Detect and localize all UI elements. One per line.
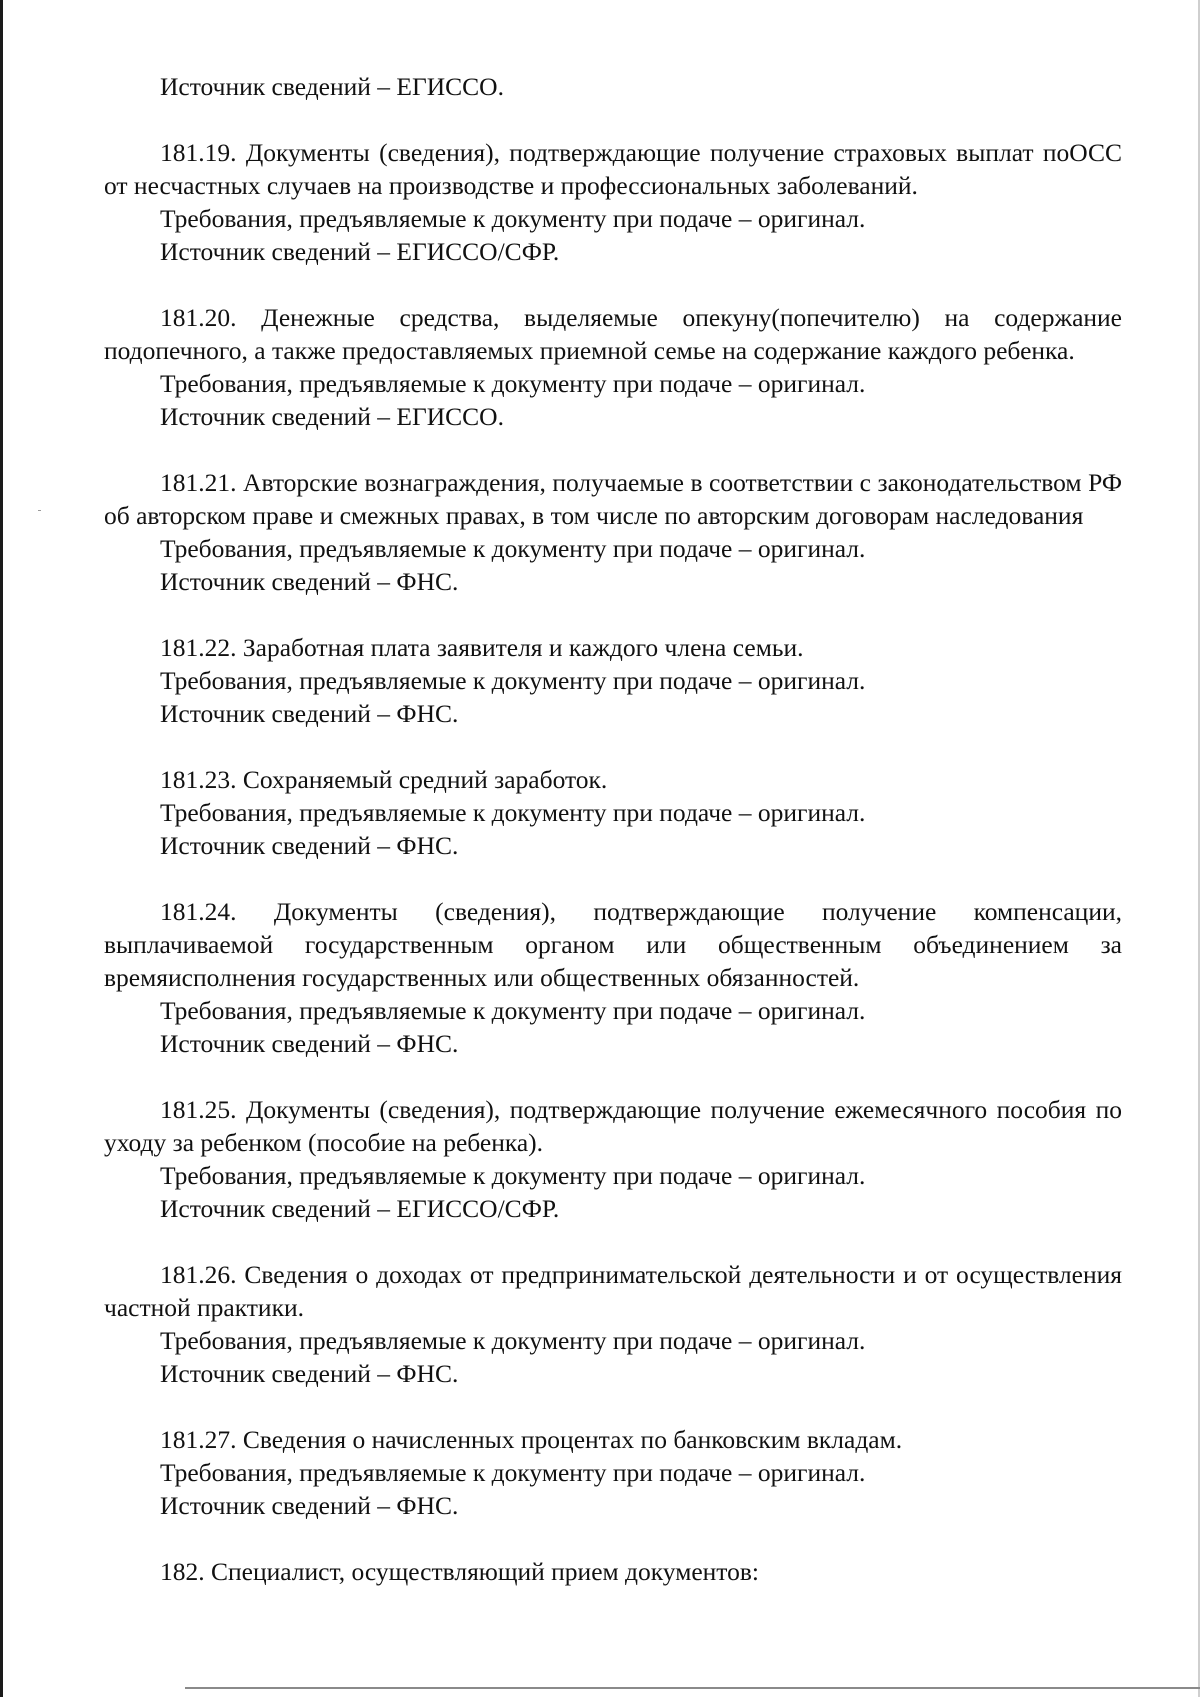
item-text: 181.20. Денежные средства, выделяемые опекуну(попечителю) на содержание подопечного, а также предоставляемых приемной семье на содержание каждого ребенка. [104, 303, 1122, 365]
requirement-line: Требования, предъявляемые к документу при подаче – оригинал. [160, 369, 866, 398]
section-181-19 [104, 136, 1122, 268]
requirement-line: Требования, предъявляемые к документу при подаче – оригинал. [160, 996, 866, 1025]
source-line: Источник сведений – ЕГИССО/СФР. [160, 1194, 560, 1223]
requirement-line: Требования, предъявляемые к документу при подаче – оригинал. [160, 534, 866, 563]
source-line: Источник сведений – ФНС. [160, 1491, 459, 1520]
requirement-line: Требования, предъявляемые к документу при подаче – оригинал. [160, 798, 866, 827]
source-line: Источник сведений – ЕГИССО. [160, 402, 504, 431]
section-181-20 [104, 301, 1122, 433]
section-181-25 [104, 1093, 1122, 1225]
source-line: Источник сведений – ФНС. [160, 1359, 459, 1388]
item-text: 181.27. Сведения о начисленных процентах по банковским вкладам. [160, 1425, 903, 1454]
item-text: 181.23. Сохраняемый средний заработок. [160, 765, 608, 794]
scan-speck [38, 510, 41, 511]
requirement-line: Требования, предъявляемые к документу при подаче – оригинал. [160, 1161, 866, 1190]
section-181-26 [104, 1258, 1122, 1390]
source-line: Источник сведений – ФНС. [160, 699, 459, 728]
section-181-21 [104, 466, 1122, 598]
requirement-line: Требования, предъявляемые к документу при подаче – оригинал. [160, 1326, 866, 1355]
item-text: 181.26. Сведения о доходах от предпринимательской деятельности и от осуществления частной практики. [104, 1260, 1122, 1322]
source-line: Источник сведений – ФНС. [160, 1029, 459, 1058]
scan-bottom-rule [185, 1687, 1200, 1689]
section-181-22 [104, 631, 1122, 730]
source-line: Источник сведений – ФНС. [160, 831, 459, 860]
source-line: Источник сведений – ФНС. [160, 567, 459, 596]
item-text: 181.24. Документы (сведения), подтверждающие получение компенсации, выплачиваемой государственным органом или общественным объединением за времяисполнения государственных или общественных обязанностей. [104, 897, 1122, 992]
item-text: 181.22. Заработная плата заявителя и каждого члена семьи. [160, 633, 804, 662]
source-line: Источник сведений – ЕГИССО/СФР. [160, 237, 560, 266]
requirement-line: Требования, предъявляемые к документу при подаче – оригинал. [160, 666, 866, 695]
intro-source-line: Источник сведений – ЕГИССО. [160, 72, 504, 101]
final-item-text: 182. Специалист, осуществляющий прием документов: [160, 1557, 759, 1586]
item-text: 181.25. Документы (сведения), подтверждающие получение ежемесячного пособия по уходу за ребенком (пособие на ребенка). [104, 1095, 1122, 1157]
section-182 [104, 1555, 1122, 1588]
requirement-line: Требования, предъявляемые к документу при подаче – оригинал. [160, 204, 866, 233]
section-181-24 [104, 895, 1122, 1060]
requirement-line: Требования, предъявляемые к документу при подаче – оригинал. [160, 1458, 866, 1487]
item-text: 181.19. Документы (сведения), подтверждающие получение страховых выплат поОСС от несчастных случаев на производстве и профессиональных заболеваний. [104, 138, 1122, 200]
document-body [104, 70, 1122, 1588]
section-181-27 [104, 1423, 1122, 1522]
item-text: 181.21. Авторские вознаграждения, получаемые в соответствии с законодательством РФ об авторском праве и смежных правах, в том числе по авторским договорам наследования [104, 468, 1122, 530]
section-181-23 [104, 763, 1122, 862]
scan-left-edge [0, 0, 3, 1697]
